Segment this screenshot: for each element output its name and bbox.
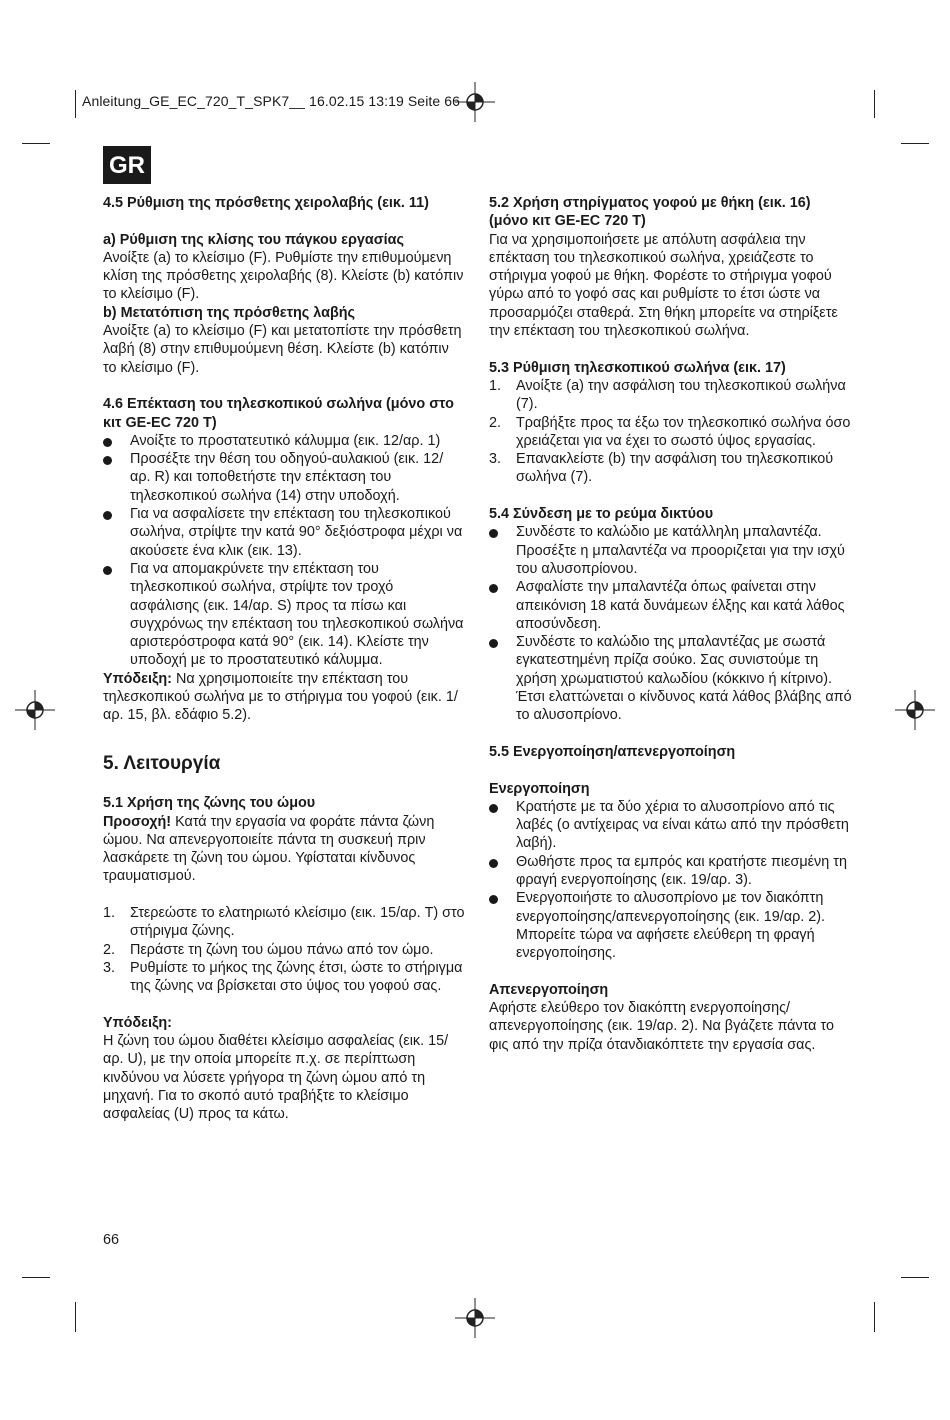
warning-label: Προσοχή! [103, 813, 172, 830]
section-4-5-b-text: Ανοίξτε (a) το κλείσιμο (F) και μετατοπίστε την πρόσθετη λαβή (8) στην επιθυμούμενη θέση. Κλείστε (b) κατόπιν το κλείσιμο (F). [103, 323, 462, 376]
switch-on-list [489, 798, 853, 963]
section-4-6-list [103, 432, 465, 670]
list-item [489, 450, 853, 487]
warning-text: Κατά την εργασία να φοράτε πάντα ζώνη ώμου. Να απενεργοποιείτε πάντα τη συσκευή πριν λασκάρετε τη ζώνη του ώμου. Υφίσταται κίνδυνος τραυματισμού. [103, 813, 435, 885]
page-number: 66 [103, 1232, 120, 1248]
step-number: 3. [489, 451, 502, 468]
list-item: Για να απομακρύνετε την επέκταση του τηλεσκοπικού σωλήνα, στρίψτε τον τροχό ασφάλισης (εικ. 14/αρ. S) προς τα πίσω και συγχρόνως την επέκταση του τηλεσκοπικού σωλήνα αριστερόστροφα κατά 90° (εικ. 14). Κλείστε την υποδοχή με το προστατευτικό κάλυμμα. [103, 560, 465, 670]
section-4-5-a-title: a) Ρύθμιση της κλίσης του πάγκου εργασίας [103, 231, 404, 248]
registration-mark-left-icon [15, 690, 55, 730]
crop-mark-top-right-vertical [874, 90, 875, 118]
list-item: Ενεργοποιήστε το αλυσοπρίονο με τον διακόπτη ενεργοποίησης/απενεργοποίησης (εικ. 19/αρ. 2). Μπορείτε τώρα να αφήσετε ελεύθερη τη φραγή ενεργοποίησης. [489, 889, 853, 962]
switch-on-title: Ενεργοποίηση [489, 780, 590, 797]
section-5-4-list [489, 523, 853, 724]
list-item [103, 904, 465, 941]
section-4-5-a-text: Ανοίξτε (a) το κλείσιμο (F). Ρυθμίστε την επιθυμούμενη κλίση της πρόσθετης χειρολαβής (8). Κλείστε (b) κατόπιν το κλείσιμο (F). [103, 249, 464, 303]
step-number: 1. [489, 377, 502, 394]
crop-mark-top-right-horizontal [901, 143, 929, 144]
list-item [489, 377, 853, 414]
left-column [103, 194, 465, 1124]
section-4-6-note [103, 670, 465, 725]
section-4-6-title: 4.6 Επέκταση του τηλεσκοπικού σωλήνα (μόνο στο κιτ GE-EC 720 T) [103, 396, 454, 431]
section-5-1-note-label: Υπόδειξη: [103, 1014, 172, 1031]
switch-off-title: Απενεργοποίηση [489, 981, 609, 998]
section-5-title: 5. Λειτουργία [103, 752, 221, 774]
list-item [103, 959, 465, 996]
section-5-2-text: Για να χρησιμοποιήσετε με απόλυτη ασφάλεια την επέκταση του τηλεσκοπικού σωλήνα, χρειάζεστε το στήριγμα γοφού με θήκη. Φορέστε το στήριγμα γοφού γύρω από το γοφό σας και ρυθμίστε το έτσι ώστε να προσαρμόζει σταθερά. Στη θήκη μπορείτε να στηρίξετε την επέκταση του τηλεσκοπικού σωλήνα. [489, 231, 838, 340]
registration-mark-right-icon [895, 690, 935, 730]
crop-mark-top-left-vertical [75, 90, 76, 118]
step-text: Τραβήξτε προς τα έξω τον τηλεσκοπικό σωλήνα όσο χρειάζεται για να έχει το σωστό ύψος εργασίας. [516, 414, 851, 449]
step-text: Ρυθμίστε το μήκος της ζώνης έτσι, ώστε το στήριγμα της ζώνης να βρίσκεται στο ύψος του γοφού σας. [130, 959, 463, 995]
section-5-1-steps [103, 904, 465, 995]
section-5-2-title: 5.2 Χρήση στηρίγματος γοφού με θήκη (εικ. 16) (μόνο κιτ GE-EC 720 T) [489, 195, 811, 230]
step-text: Επανακλείστε (b) την ασφάλιση του τηλεσκοπικού σωλήνα (7). [516, 451, 834, 486]
step-text: Ανοίξτε (a) την ασφάλιση του τηλεσκοπικού σωλήνα (7). [516, 377, 846, 413]
list-item: Θωθήστε προς τα εμπρός και κρατήστε πιεσμένη τη φραγή ενεργοποίησης (εικ. 19/αρ. 3). [489, 853, 853, 890]
registration-mark-bottom-icon [455, 1298, 495, 1338]
list-item: Για να ασφαλίσετε την επέκταση του τηλεσκοπικού σωλήνα, στρίψτε την κατά 90° δεξιόστροφα μέχρι να ακούσετε ένα κλικ (εικ. 13). [103, 505, 465, 560]
crop-mark-bottom-right-vertical [874, 1302, 875, 1332]
switch-off-text: Αφήστε ελεύθερο τον διακόπτη ενεργοποίησης/απενεργοποίησης (εικ. 19/αρ. 2). Να βγάζετε πάντα το φις από την πρίζα ότανδιακόπτετε την εργασία σας. [489, 1000, 834, 1053]
crop-mark-top-left-horizontal [22, 143, 50, 144]
section-5-5-title: 5.5 Ενεργοποίηση/απενεργοποίηση [489, 743, 736, 760]
step-number: 3. [103, 959, 116, 976]
section-4-5-b-title: b) Μετατόπιση της πρόσθετης λαβής [103, 304, 356, 321]
section-5-1-title: 5.1 Χρήση της ζώνης του ώμου [103, 795, 316, 812]
registration-mark-top-icon [455, 82, 495, 122]
section-5-3-steps [489, 377, 853, 487]
section-4-5-title: 4.5 Ρύθμιση της πρόσθετης χειρολαβής (εικ. 11) [103, 195, 429, 211]
list-item: Κρατήστε με τα δύο χέρια το αλυσοπρίονο από τις λαβές (ο αντίχειρας να είναι κάτω από την πρόσθετη λαβή). [489, 798, 853, 853]
list-item: Ασφαλίστε την μπαλαντέζα όπως φαίνεται στην απεικόνιση 18 κατά δυνάμεων έλξης και κατά λάθος αποσύνδεση. [489, 578, 853, 633]
note-label: Υπόδειξη: [103, 670, 172, 687]
note-text: Να χρησιμοποιείτε την επέκταση του τηλεσκοπικού σωλήνα με το στήριγμα του γοφού (εικ. 1/αρ. 15, βλ. εδάφιο 5.2). [103, 670, 458, 724]
print-slug: Anleitung_GE_EC_720_T_SPK7__ 16.02.15 13:19 Seite 66 [82, 93, 461, 109]
step-number: 2. [489, 414, 502, 431]
right-column [489, 194, 853, 1054]
list-item: Συνδέστε το καλώδιο με κατάλληλη μπαλαντέζα. Προσέξτε η μπαλαντέζα να προοριζεται για την ισχύ του αλυσοπρίονου. [489, 523, 853, 578]
step-text: Στερεώστε το ελατηριωτό κλείσιμο (εικ. 15/αρ. T) στο στήριγμα ζώνης. [130, 904, 465, 940]
crop-mark-bottom-left-vertical [75, 1302, 76, 1332]
section-5-3-title: 5.3 Ρύθμιση τηλεσκοπικού σωλήνα (εικ. 17) [489, 359, 786, 376]
step-number: 2. [103, 941, 116, 958]
step-text: Περάστε τη ζώνη του ώμου πάνω από τον ώμο. [130, 941, 434, 958]
language-badge: GR [103, 146, 151, 184]
list-item [489, 414, 853, 451]
step-number: 1. [103, 904, 116, 921]
list-item [103, 941, 465, 959]
crop-mark-bottom-right-horizontal [901, 1277, 929, 1278]
list-item: Προσέξτε την θέση του οδηγού-αυλακιού (εικ. 12/ αρ. R) και τοποθετήστε την επέκταση του τηλεσκοπικού σωλήνα (14) στην υποδοχή. [103, 450, 465, 505]
section-5-1-note-text: Η ζώνη του ώμου διαθέτει κλείσιμο ασφαλείας (εικ. 15/αρ. U), με την οποία μπορείτε π.χ. σε περίπτωση κινδύνου να λύσετε γρήγορα τη ζώνη ώμου από τη μηχανή. Για το σκοπό αυτό τραβήξτε το κλείσιμο ασφαλείας (U) προς τα κάτω. [103, 1033, 449, 1123]
section-5-4-title: 5.4 Σύνδεση με το ρεύμα δικτύου [489, 506, 714, 523]
crop-mark-bottom-left-horizontal [22, 1277, 50, 1278]
section-5-1-warning [103, 813, 465, 886]
list-item: Ανοίξτε το προστατευτικό κάλυμμα (εικ. 12/αρ. 1) [103, 432, 465, 450]
list-item: Συνδέστε το καλώδιο της μπαλαντέζας με σωστά εγκατεστημένη πρίζα σούκο. Σας συνιστούμε τη χρήση χρωματιστού καλωδίου (κόκκινο ή κίτρινο). Έτσι ελαττώνεται ο κίνδυνος κατά λάθος βλάβης από το αλυσοπρίονο. [489, 633, 853, 724]
